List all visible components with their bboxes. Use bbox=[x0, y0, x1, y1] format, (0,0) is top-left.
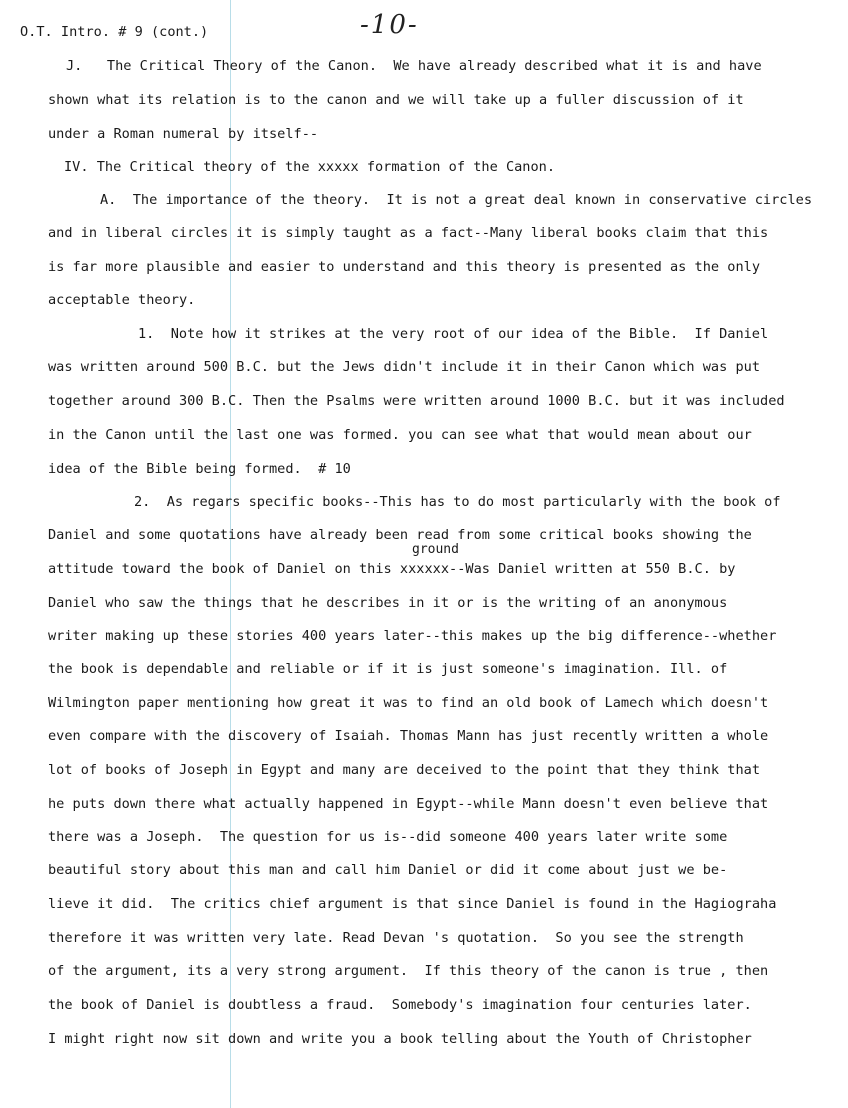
text-line: attitude toward the book of Daniel on this xxxxxx--Was Daniel written at 550 B.C. by bbox=[48, 561, 736, 577]
interlinear-correction: ground bbox=[412, 542, 459, 557]
text-line: I might right now sit down and write you a book telling about the Youth of Christopher bbox=[48, 1031, 752, 1047]
text-line: was written around 500 B.C. but the Jews didn't include it in their Canon which was put bbox=[48, 359, 761, 375]
text-line: lot of books of Joseph in Egypt and many are deceived to the point that they think that bbox=[48, 762, 761, 778]
text-line: A. The importance of the theory. It is not a great deal known in conservative circles bbox=[100, 192, 813, 208]
text-line: is far more plausible and easier to understand and this theory is presented as the only bbox=[48, 259, 761, 275]
text-line: IV. The Critical theory of the xxxxx formation of the Canon. bbox=[64, 159, 556, 175]
text-line: beautiful story about this man and call him Daniel or did it come about just we be- bbox=[48, 862, 728, 878]
text-line: together around 300 B.C. Then the Psalms were written around 1000 B.C. but it was included bbox=[48, 393, 785, 409]
text-line: and in liberal circles it is simply taught as a fact--Many liberal books claim that this bbox=[48, 225, 769, 241]
text-line: he puts down there what actually happened in Egypt--while Mann doesn't even believe that bbox=[48, 796, 769, 812]
text-line: under a Roman numeral by itself-- bbox=[48, 126, 319, 142]
text-line: acceptable theory. bbox=[48, 292, 196, 308]
text-line: idea of the Bible being formed. # 10 bbox=[48, 461, 351, 477]
text-line: 1. Note how it strikes at the very root of our idea of the Bible. If Daniel bbox=[138, 326, 769, 342]
text-line: therefore it was written very late. Read Devan 's quotation. So you see the strength bbox=[48, 930, 744, 946]
text-line: Daniel who saw the things that he describes in it or is the writing of an anonymous bbox=[48, 595, 728, 611]
text-line: the book of Daniel is doubtless a fraud. Somebody's imagination four centuries later. bbox=[48, 997, 752, 1013]
text-line: writer making up these stories 400 years later--this makes up the big difference--whether bbox=[48, 628, 777, 644]
text-line: in the Canon until the last one was formed. you can see what that would mean about our bbox=[48, 427, 752, 443]
page-number: -10- bbox=[360, 10, 419, 40]
header-title: O.T. Intro. # 9 (cont.) bbox=[20, 24, 209, 40]
text-line: there was a Joseph. The question for us is--did someone 400 years later write some bbox=[48, 829, 728, 845]
text-line: of the argument, its a very strong argument. If this theory of the canon is true , then bbox=[48, 963, 769, 979]
text-line: 2. As regars specific books--This has to do most particularly with the book of bbox=[134, 494, 781, 510]
text-line: shown what its relation is to the canon and we will take up a fuller discussion of it bbox=[48, 92, 744, 108]
text-line: the book is dependable and reliable or if it is just someone's imagination. Ill. of bbox=[48, 661, 728, 677]
text-line: J. The Critical Theory of the Canon. We have already described what it is and have bbox=[66, 58, 762, 74]
text-line: Wilmington paper mentioning how great it was to find an old book of Lamech which doesn't bbox=[48, 695, 769, 711]
text-line: even compare with the discovery of Isaiah. Thomas Mann has just recently written a whole bbox=[48, 728, 769, 744]
text-line: lieve it did. The critics chief argument is that since Daniel is found in the Hagiograha bbox=[48, 896, 777, 912]
text-line: Daniel and some quotations have already been read from some critical books showing the bbox=[48, 527, 752, 543]
